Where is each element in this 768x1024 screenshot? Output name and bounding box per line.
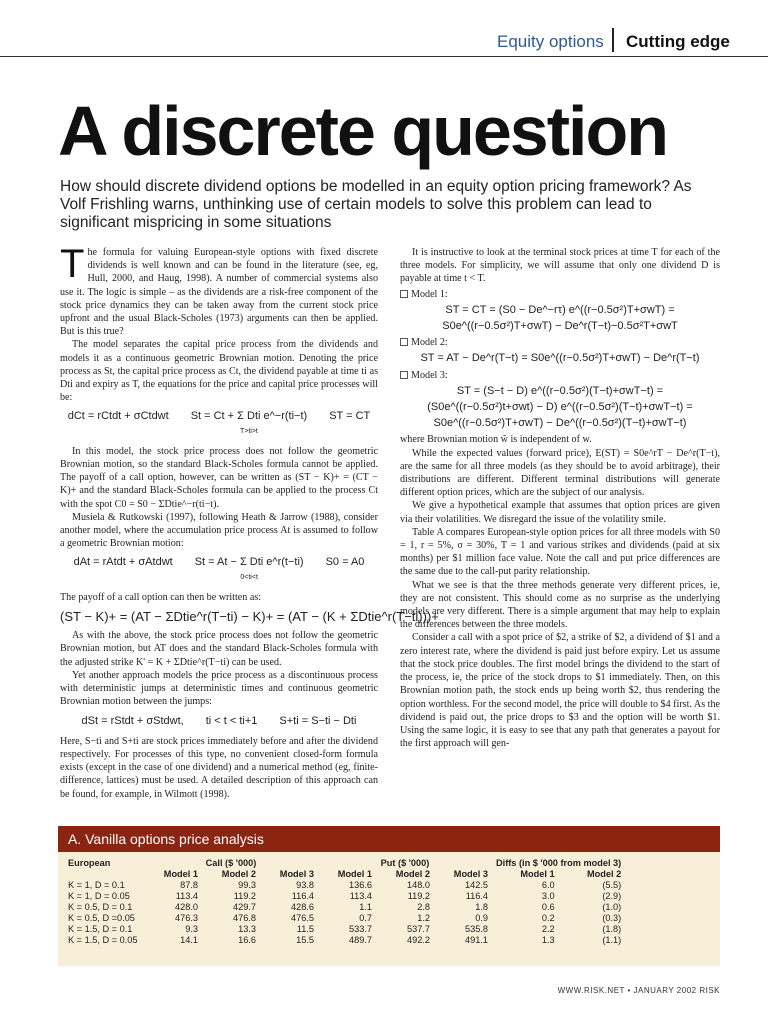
column-header: Model 1 bbox=[337, 869, 372, 879]
table-cell: 11.5 bbox=[296, 924, 314, 934]
paragraph: As with the above, the stock price process does not follow the geometric Brownian motion, but AT does and the standard Black-Scholes formula with the adjusted strike K' = K + ΣDtie^r(T−ti) can be used. bbox=[60, 630, 378, 668]
table-cell: 533.7 bbox=[349, 924, 372, 934]
table-cell: 491.1 bbox=[465, 935, 488, 945]
paragraph: While the expected values (forward price), E(ST) = S0e^rT − De^r(T−t), are the same for all three models (as they should be to avoid arbitrage), their distributions are different. Different terminal distributions will generate different option prices, which are the subject of our analysis. bbox=[400, 447, 720, 499]
table-cell: 87.8 bbox=[180, 880, 198, 890]
table-cell: 1.8 bbox=[475, 902, 488, 912]
table-cell: 6.0 bbox=[541, 880, 555, 890]
model-label-text: Model 1: bbox=[411, 288, 448, 300]
checkbox-icon bbox=[400, 371, 408, 379]
table-cell: 116.4 bbox=[465, 891, 488, 901]
model-3-equation bbox=[400, 385, 720, 431]
page-footer: WWW.RISK.NET • JANUARY 2002 RISK bbox=[557, 986, 720, 995]
table-cell: 119.2 bbox=[233, 891, 256, 901]
table-cell: 428.0 bbox=[175, 902, 198, 912]
table-cell: 3.0 bbox=[541, 891, 555, 901]
row-label: K = 1, D = 0.05 bbox=[68, 891, 130, 901]
column-header: Model 3 bbox=[279, 869, 314, 879]
table-cell: (1.8) bbox=[602, 924, 622, 934]
column-header: Model 1 bbox=[520, 869, 555, 879]
column-header: Model 3 bbox=[453, 869, 488, 879]
table-cell: 429.7 bbox=[233, 902, 256, 912]
equation-subscript: T>ti>t bbox=[239, 427, 258, 435]
table-cell: 476.3 bbox=[175, 913, 198, 923]
table-cell: 13.3 bbox=[238, 924, 256, 934]
paragraph: Here, S−ti and S+ti are stock prices immediately before and after the dividend respectively. For processes of this type, no convenient closed-form formula exists (except in the case of one dividend) and a numerical method (eg, finite-difference, lattices) must be used. A detailed description of this approach can be found, for example, in Wilmott (1998). bbox=[60, 735, 378, 800]
paragraph: Consider a call with a spot price of $2, a strike of $2, a dividend of $1 and a zero interest rate, where the dividend is paid just before expiry. Let us assume that the stock price doubles. The first model brings the dividend to the start of the process, ie, the price of the stock drops to $1 immediately. Then, on this Brownian motion path, the stock ends up being worth $2, thus rendering the option worthless. For the second model, the price will double to $4 first. As the dividend is paid out, the price drops to $3 and the option will be worth $1. Using the same logic, it is easy to see that any path that generates a payout for the first approach will gen- bbox=[400, 632, 720, 750]
paragraph-text: he formula for valuing European-style options with fixed discrete dividends is well known and can be found in the literature (see, eg, Hull, 2000, and Haug, 1998). A number of commercial systems also use it. The logic is simple – as the dividends are a risk-free component of the stock price dynamics they can be taken away from the current stock price upfront and the usual Black-Scholes (1973) arguments can then be applied. But is this true? bbox=[60, 247, 378, 338]
table-cell: 1.3 bbox=[541, 935, 555, 945]
section-label: Equity options bbox=[497, 32, 604, 51]
equation-jump-process bbox=[60, 715, 378, 728]
equation-part bbox=[195, 556, 304, 583]
column-header: Model 1 bbox=[163, 869, 198, 879]
model-1-equation bbox=[400, 304, 720, 333]
table-body bbox=[64, 880, 625, 946]
table-cell: 142.5 bbox=[465, 880, 488, 890]
equation-part: dSt = rStdt + σStdwt, bbox=[81, 714, 184, 727]
checkbox-icon bbox=[400, 290, 408, 298]
model-1-label bbox=[400, 288, 720, 301]
paragraph: We give a hypothetical example that assumes that option prices are given via their volatilities. We disregard the issue of the volatility smile. bbox=[400, 500, 720, 525]
table-cell: 99.3 bbox=[238, 880, 256, 890]
table-cell: 9.3 bbox=[185, 924, 198, 934]
table-cell: 1.1 bbox=[359, 902, 372, 912]
price-analysis-table bbox=[58, 826, 720, 966]
paragraph: Yet another approach models the price process as a discontinuous process with deterministic jumps at deterministic times and continuous geometric Brownian motion between the jumps: bbox=[60, 669, 378, 708]
table-cell: 2.2 bbox=[541, 924, 555, 934]
table-cell: (0.3) bbox=[602, 913, 622, 923]
table-cell: 428.6 bbox=[291, 902, 314, 912]
equation-line: S0e^((r−0.5σ²)T+σwT) − De^((r−0.5σ²)(T−t)+σwT−t) bbox=[433, 417, 687, 430]
group-call: Call ($ '000) bbox=[205, 858, 257, 868]
table-cell: 16.6 bbox=[238, 935, 256, 945]
equation-part: S0 = A0 bbox=[325, 556, 365, 569]
table-row bbox=[64, 880, 625, 891]
equation-text: St = Ct + Σ Dti e^−r(ti−t) bbox=[190, 410, 308, 423]
table-cell: 2.8 bbox=[417, 902, 430, 912]
paragraph: It is instructive to look at the terminal stock prices at time T for each of the three models. For simplicity, we will assume that only one dividend D is payable at time t < T. bbox=[400, 247, 720, 285]
equation-part: dCt = rCtdt + σCtdwt bbox=[67, 410, 169, 423]
table-cell: 476.5 bbox=[291, 913, 314, 923]
equation-part: ST = CT bbox=[329, 410, 371, 423]
table-cell: 119.2 bbox=[407, 891, 430, 901]
table-row bbox=[64, 935, 625, 946]
row-label: K = 1, D = 0.1 bbox=[68, 880, 125, 890]
model-label-text: Model 2: bbox=[411, 337, 448, 349]
group-put: Put ($ '000) bbox=[380, 858, 430, 868]
equation-line: ST = (S−t − D) e^((r−0.5σ²)(T−t)+σwT−t) = bbox=[456, 384, 664, 397]
table-cell: 0.7 bbox=[359, 913, 372, 923]
paragraph: The model separates the capital price process from the dividends and models it as a continuous geometric Brownian motion. Denoting the price process as St, the capital price process as Ct, the dividend payable at time ti as Dti and expiry as T, the equations for the price and capital price processes will be: bbox=[60, 339, 378, 404]
equation-line: ST = CT = (S0 − De^−rτ) e^((r−0.5σ²)T+σwT) = bbox=[445, 303, 675, 316]
row-label: K = 1.5, D = 0.1 bbox=[68, 924, 133, 934]
table-cell: (1.1) bbox=[602, 935, 622, 945]
table-cell: 489.7 bbox=[349, 935, 372, 945]
table-corner: European bbox=[68, 858, 111, 868]
paragraph: The payoff of a call option can then be written as: bbox=[60, 591, 262, 603]
table-cell: 535.8 bbox=[465, 924, 488, 934]
column-header: Model 2 bbox=[395, 869, 430, 879]
equation-line: ST = AT − De^r(T−t) = S0e^((r−0.5σ²)T+σwT) − De^r(T−t) bbox=[420, 352, 700, 365]
price-table bbox=[64, 858, 625, 946]
table-cell: 537.7 bbox=[407, 924, 430, 934]
paragraph: In this model, the stock price process does not follow the geometric Brownian motion, so the standard Black-Scholes formula cannot be applied. The payoff of a call option, however, can be written as (ST − K)+ = (CT − K)+ and the standard Black-Scholes formula can be applied to the process Ct with the spot C0 = S0 − ΣDtie^−r(ti−t). bbox=[60, 445, 378, 510]
table-row bbox=[64, 924, 625, 935]
right-column bbox=[400, 246, 720, 750]
table-cell: (2.9) bbox=[602, 891, 622, 901]
paragraph: What we see is that the three methods generate very different prices, ie, they are not consistent. This should come as no surprise as the underlying models are very different. There is a simple argument that may help to explain the differences between the three models. bbox=[400, 579, 720, 631]
table-cell: 15.5 bbox=[296, 935, 314, 945]
table-cell: 116.4 bbox=[291, 891, 314, 901]
row-label: K = 0.5, D =0.05 bbox=[68, 913, 135, 923]
header-rule bbox=[0, 56, 768, 57]
equation-call-payoff: (ST − K)+ = (AT − ΣDtie^r(T−ti) − K)+ = (AT − (K + ΣDtie^r(T−ti)))+ bbox=[60, 609, 439, 625]
paragraph: where Brownian motion w̃ is independent of w. bbox=[400, 434, 592, 446]
table-subheader bbox=[64, 869, 625, 880]
drop-cap: T bbox=[60, 242, 85, 286]
table-cell: 492.2 bbox=[407, 935, 430, 945]
table-cell: 93.8 bbox=[296, 880, 314, 890]
table-group-header bbox=[64, 858, 625, 869]
header-separator bbox=[612, 28, 614, 52]
model-2-label bbox=[400, 336, 720, 349]
table-cell: 113.4 bbox=[175, 891, 198, 901]
table-cell: 14.1 bbox=[180, 935, 198, 945]
equation-line: S0e^((r−0.5σ²)T+σwT) − De^r(T−t)−0.5σ²T+σwT bbox=[442, 320, 678, 333]
table-cell: 1.2 bbox=[417, 913, 430, 923]
checkbox-icon bbox=[400, 338, 408, 346]
equation-accumulation-process bbox=[60, 556, 378, 583]
group-diffs: Diffs (in $ '000 from model 3) bbox=[496, 858, 622, 868]
model-2-equation bbox=[400, 352, 720, 365]
equation-capital-process bbox=[60, 410, 378, 437]
table-row bbox=[64, 913, 625, 924]
model-label-text: Model 3: bbox=[411, 369, 448, 381]
table-row bbox=[64, 891, 625, 902]
table-title: A. Vanilla options price analysis bbox=[58, 826, 720, 852]
equation-line: (S0e^((r−0.5σ²)t+σwt) − D) e^((r−0.5σ²)(T−t)+σwT−t) = bbox=[427, 401, 693, 414]
table-cell: (1.0) bbox=[602, 902, 622, 912]
model-3-label bbox=[400, 369, 720, 382]
column-header: Model 2 bbox=[221, 869, 256, 879]
table-cell: (5.5) bbox=[602, 880, 622, 890]
table-row bbox=[64, 902, 625, 913]
table-cell: 148.0 bbox=[407, 880, 430, 890]
equation-part: S+ti = S−ti − Dti bbox=[279, 714, 357, 727]
table-cell: 0.2 bbox=[541, 913, 555, 923]
row-label: K = 0.5, D = 0.1 bbox=[68, 902, 133, 912]
table-cell: 136.6 bbox=[349, 880, 372, 890]
row-label: K = 1.5, D = 0.05 bbox=[68, 935, 138, 945]
table-cell: 113.4 bbox=[349, 891, 372, 901]
paragraph: Musiela & Rutkowski (1997), following Heath & Jarrow (1988), consider another model, where the accumulation price process At is assumed to follow a geometric Brownian motion: bbox=[60, 511, 378, 550]
table-cell: 476.8 bbox=[233, 913, 256, 923]
subheader-spacer bbox=[64, 869, 144, 880]
equation-part: ti < t < ti+1 bbox=[205, 714, 258, 727]
equation-text: St = At − Σ Dti e^r(t−ti) bbox=[194, 556, 304, 569]
column-header: Model 2 bbox=[587, 869, 622, 879]
equation-part bbox=[191, 410, 308, 437]
equation-part: dAt = rAtdt + σAtdwt bbox=[73, 556, 173, 569]
equation-subscript: 0<ti<t bbox=[240, 573, 258, 581]
standfirst: How should discrete dividend options be modelled in an equity option pricing framework? As Volf Frishling warns, unthinking use of certain models to solve this problem can lead to significant mispricing in some situations bbox=[60, 178, 692, 231]
table-cell: 0.9 bbox=[475, 913, 488, 923]
paragraph bbox=[60, 242, 378, 338]
paragraph: Table A compares European-style option prices for all three models with S0 = 1, r = 5%, σ = 30%, T = 1 and various strikes and dividends (paid at six months) per $1 million face value. Note the call and put price differences are the same due to the call-put parity relationship. bbox=[400, 526, 720, 578]
table-cell: 0.6 bbox=[541, 902, 555, 912]
article-title: A discrete question bbox=[58, 92, 667, 170]
column-label: Cutting edge bbox=[626, 32, 730, 51]
